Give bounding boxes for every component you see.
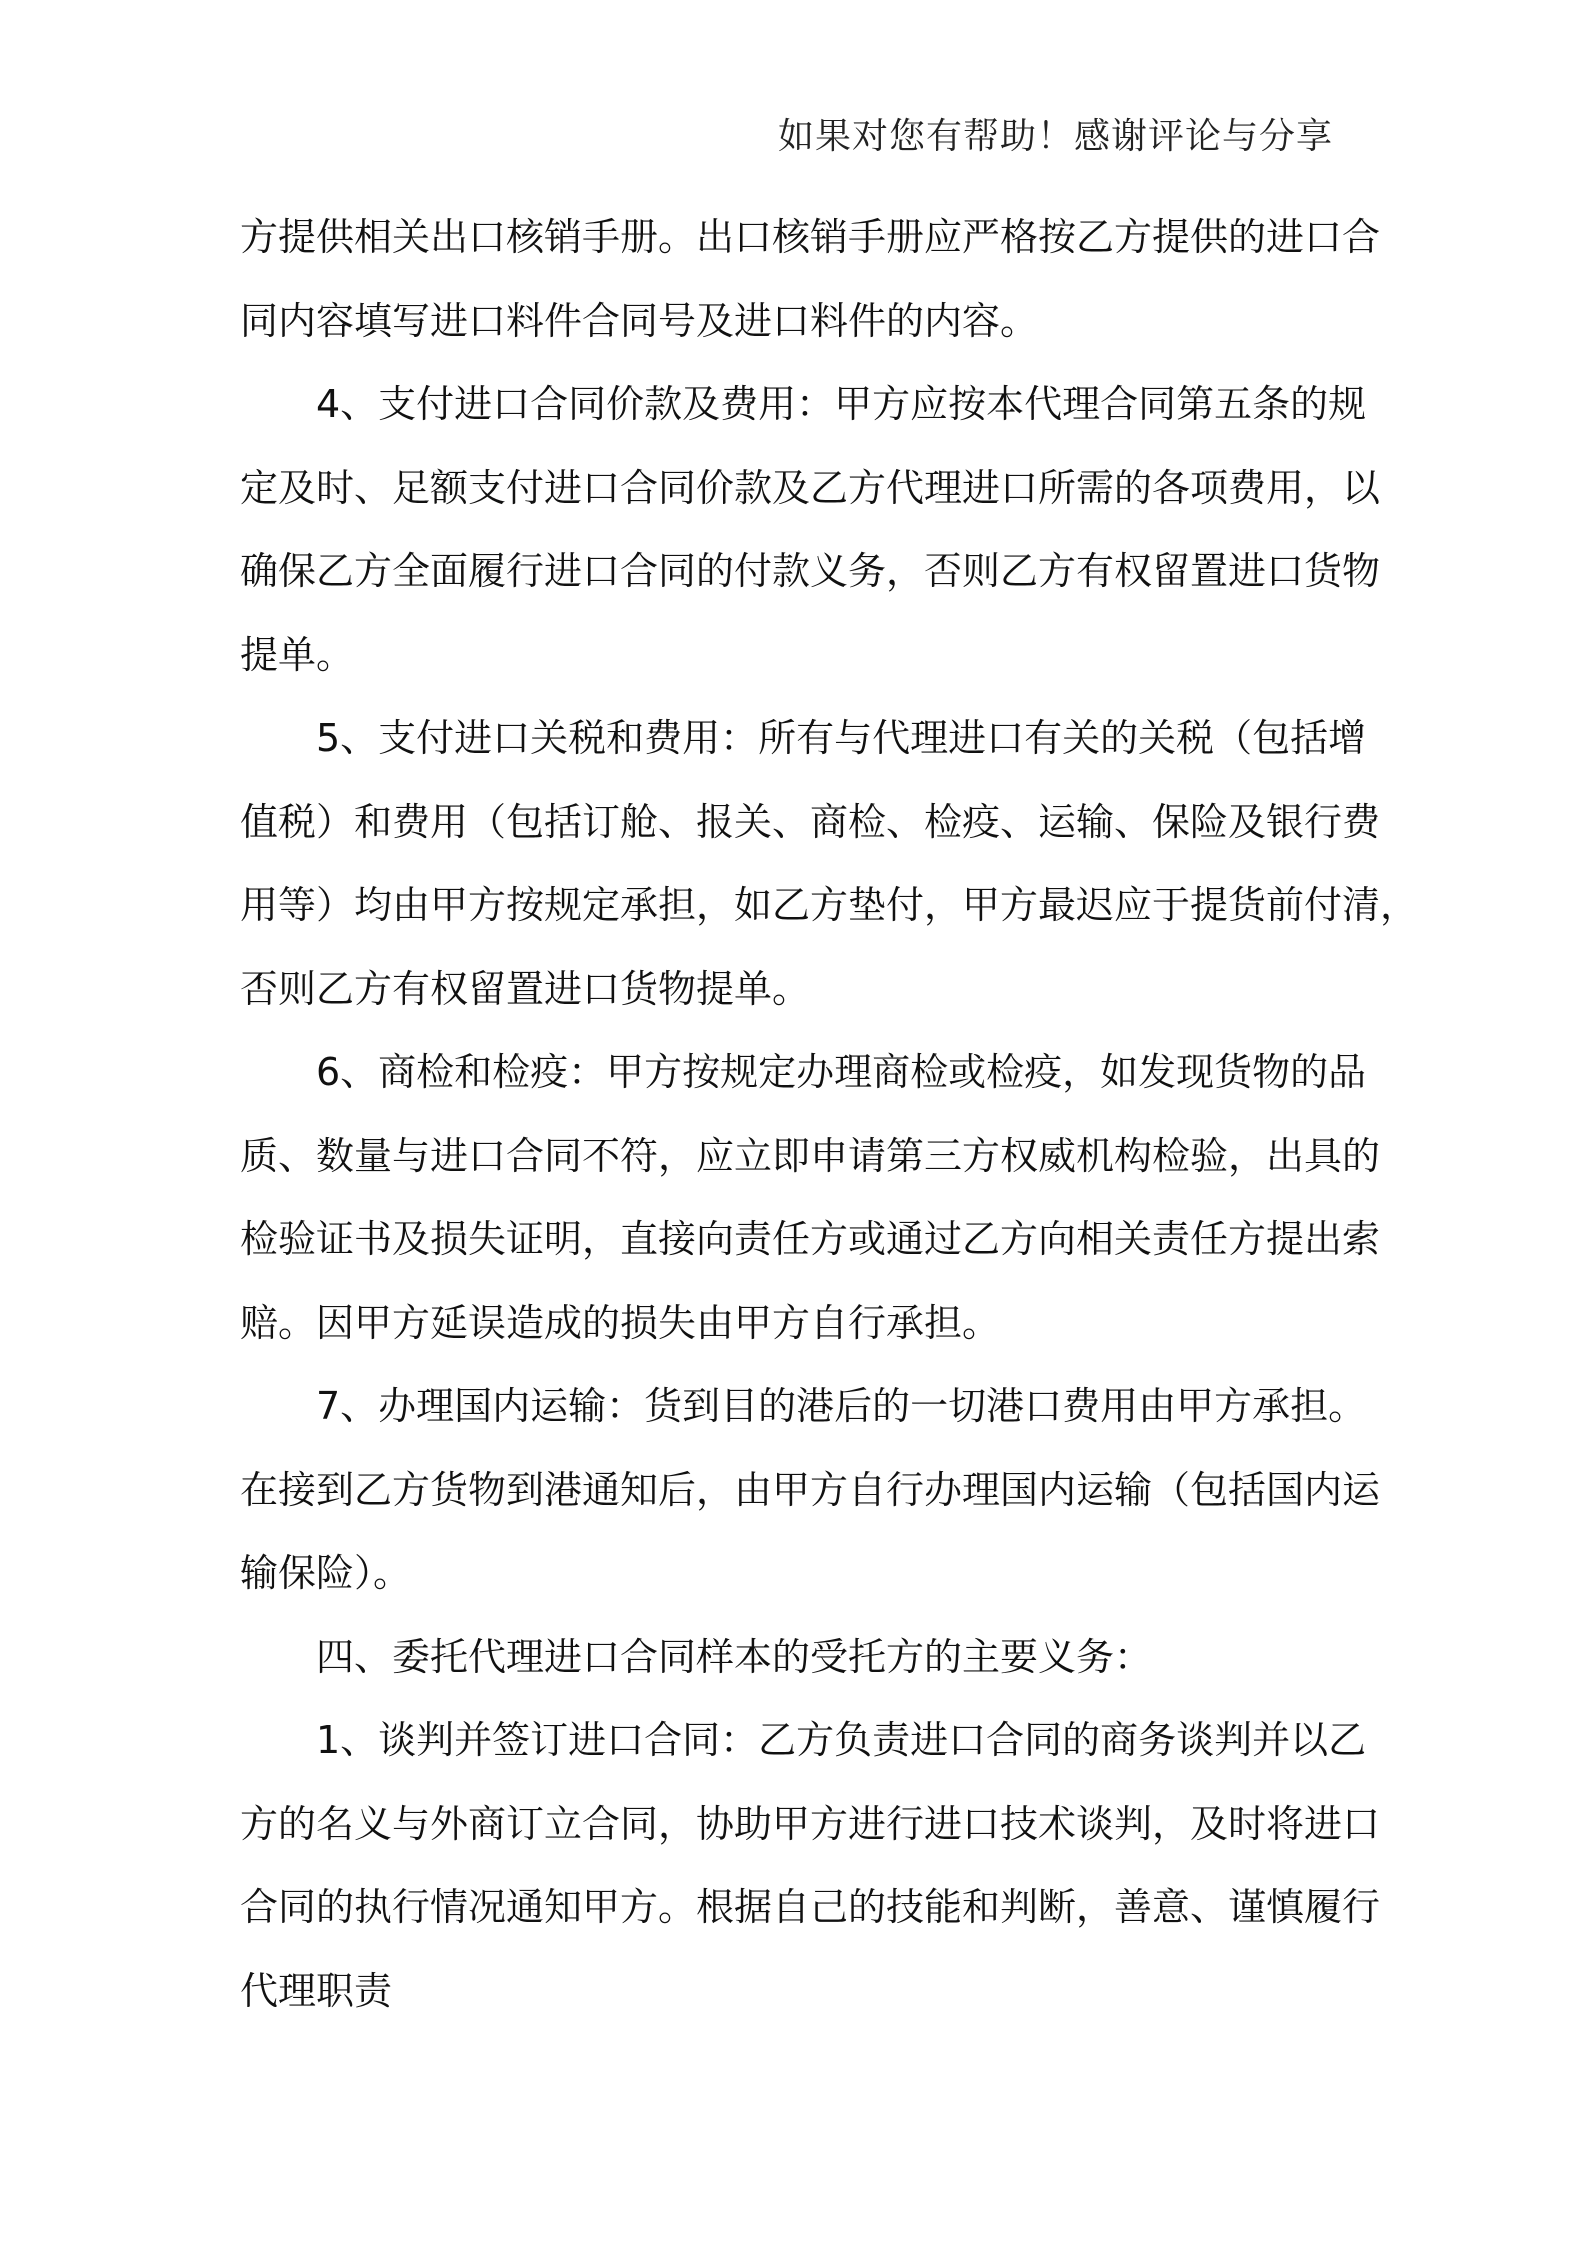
text-line: 方的名义与外商订立合同，协助甲方进行进口技术谈判，及时将进口 bbox=[240, 1801, 1381, 1846]
header-note: 如果对您有帮助！感谢评论与分享 bbox=[777, 116, 1333, 157]
text-line: 确保乙方全面履行进口合同的付款义务，否则乙方有权留置进口货物 bbox=[240, 549, 1381, 593]
text-line: 检验证书及损失证明，直接向责任方或通过乙方向相关责任方提出索 bbox=[240, 1217, 1381, 1261]
text-line: 否则乙方有权留置进口货物提单。 bbox=[240, 966, 811, 1011]
document-body bbox=[240, 196, 1419, 2033]
text-line: 在接到乙方货物到港通知后，由甲方自行办理国内运输（包括国内运 bbox=[240, 1467, 1381, 1512]
text-line: 用等）均由甲方按规定承担，如乙方垫付，甲方最迟应于提货前付清， bbox=[240, 883, 1419, 927]
text-line: 赔。因甲方延误造成的损失由甲方自行承担。 bbox=[240, 1300, 1001, 1345]
section-4-heading: 四、委托代理进口合同样本的受托方的主要义务： bbox=[316, 1634, 1153, 1679]
section-4-clause-1-start: 1、谈判并签订进口合同：乙方负责进口合同的商务谈判并以乙 bbox=[316, 1718, 1367, 1762]
text-line: 代理职责 bbox=[240, 1968, 393, 2013]
clause-7-start: 7、办理国内运输：货到目的港后的一切港口费用由甲方承担。 bbox=[316, 1384, 1367, 1428]
text-line: 定及时、足额支付进口合同价款及乙方代理进口所需的各项费用，以 bbox=[240, 465, 1381, 510]
text-line: 合同的执行情况通知甲方。根据自己的技能和判断，善意、谨慎履行 bbox=[240, 1885, 1381, 1929]
text-line: 提单。 bbox=[240, 632, 355, 677]
text-line: 质、数量与进口合同不符，应立即申请第三方权威机构检验，出具的 bbox=[240, 1133, 1381, 1178]
text-line: 输保险）。 bbox=[240, 1551, 412, 1595]
clause-6-start: 6、商检和检疫：甲方按规定办理商检或检疫，如发现货物的品 bbox=[316, 1050, 1367, 1094]
clause-5-start: 5、支付进口关税和费用：所有与代理进口有关的关税（包括增 bbox=[316, 716, 1367, 760]
clause-4-start: 4、支付进口合同价款及费用：甲方应按本代理合同第五条的规 bbox=[316, 382, 1367, 426]
text-line: 方提供相关出口核销手册。出口核销手册应严格按乙方提供的进口合 bbox=[240, 215, 1381, 259]
text-line: 值税）和费用（包括订舱、报关、商检、检疫、运输、保险及银行费 bbox=[240, 799, 1381, 844]
text-line: 同内容填写进口料件合同号及进口料件的内容。 bbox=[240, 298, 1039, 343]
